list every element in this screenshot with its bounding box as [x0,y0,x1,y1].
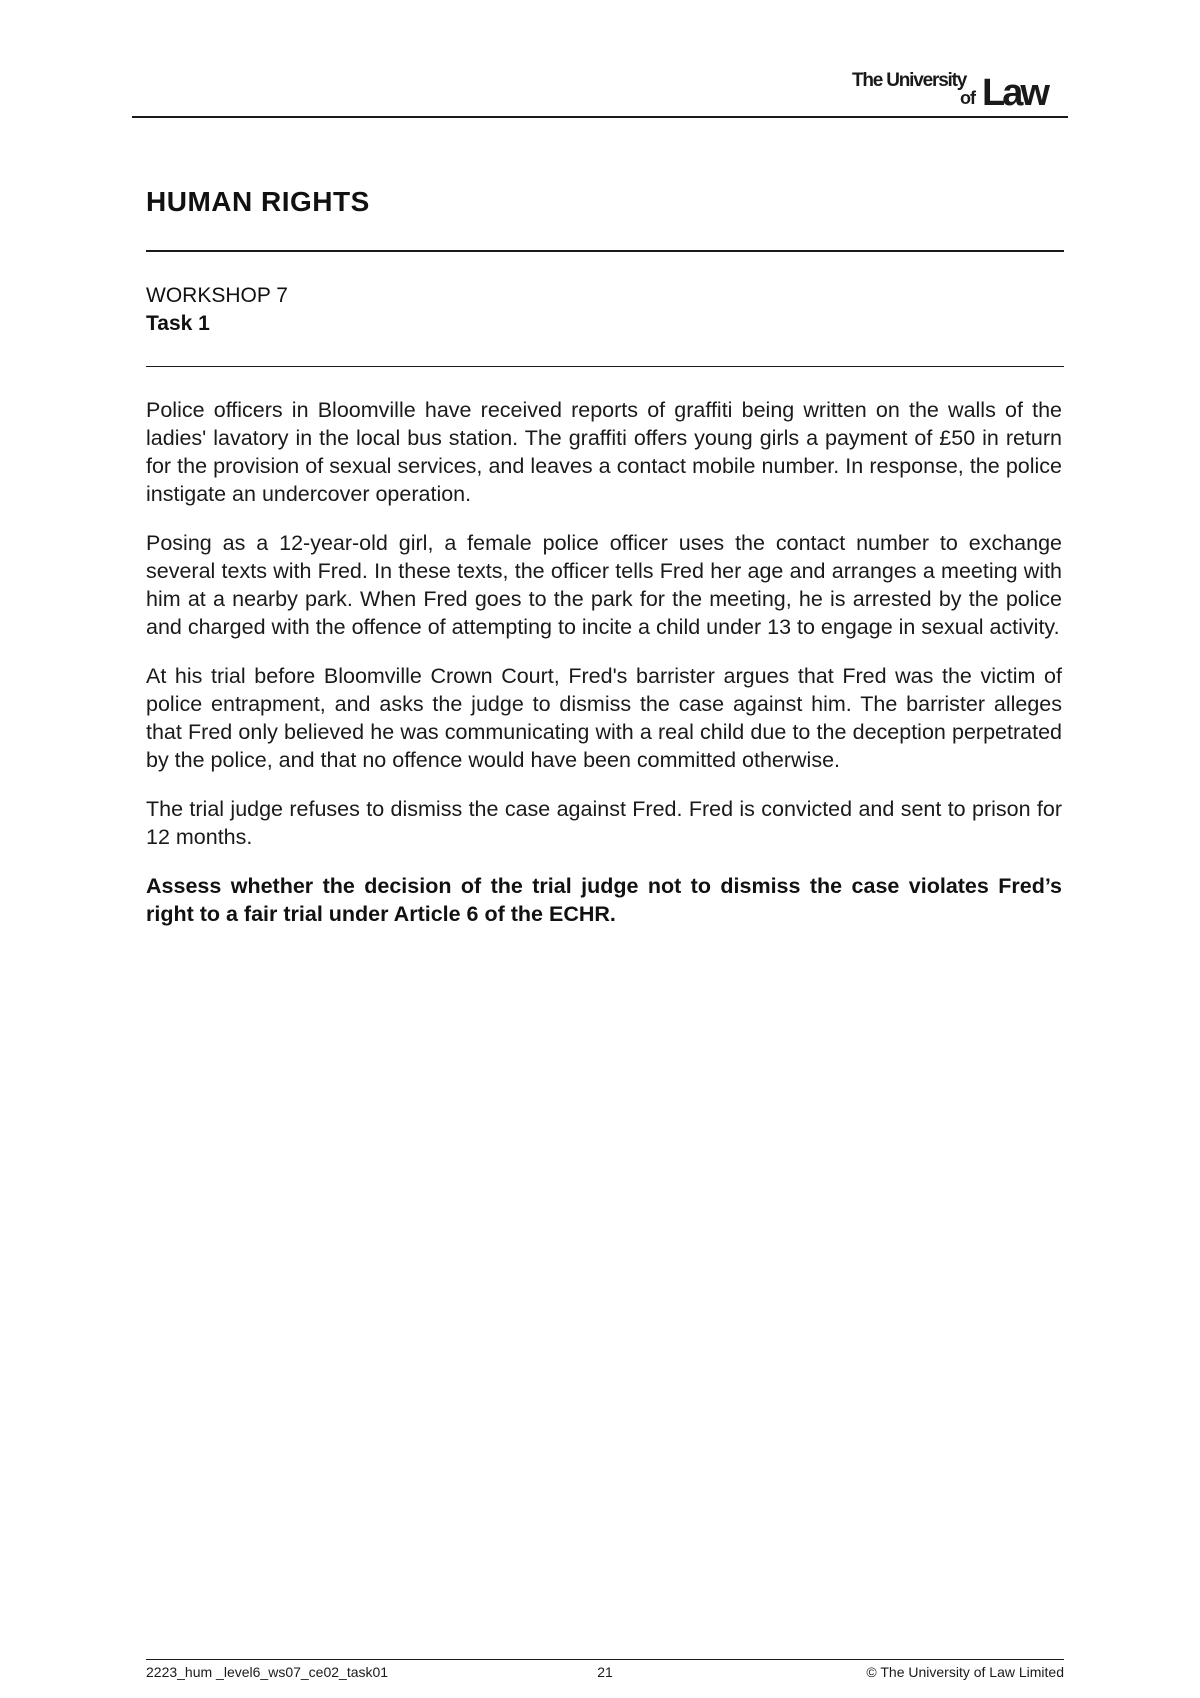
header-divider [132,116,1068,118]
document-title: HUMAN RIGHTS [146,186,370,217]
task-label: Task 1 [146,312,210,335]
paragraph-3: At his trial before Bloomville Crown Court, Fred's barrister argues that Fred was the victim of police entrapment, and asks the judge to dismiss the case against him. The barrister alleges that Fred only believed he was communicating with a real child due to the deception perpetrated by the police, and that no offence would have been committed otherwise. [146,664,1062,772]
workshop-divider [146,366,1064,367]
page-footer [146,1664,1064,1684]
paragraph-4: The trial judge refuses to dismiss the case against Fred. Fred is convicted and sent to prison for 12 months. [146,797,1062,849]
logo-text-the-university: The University [852,70,967,91]
paragraph-1: Police officers in Bloomville have received reports of graffiti being written on the walls of the ladies' lavatory in the local bus station. The graffiti offers young girls a payment of £50 in return for the provision of sexual services, and leaves a contact mobile number. In response, the police instigate an undercover operation. [146,398,1062,506]
task-question: Assess whether the decision of the trial judge not to dismiss the case violates Fred’s right to a fair trial under Article 6 of the ECHR. [146,874,1062,926]
footer-document-code: 2223_hum _level6_ws07_ce02_task01 [146,1664,389,1680]
workshop-heading [146,282,288,338]
university-logo [848,64,1064,114]
footer-divider [146,1659,1064,1660]
task-body [146,396,1062,949]
workshop-label: WORKSHOP 7 [146,284,288,307]
logo-text-law: Law [982,72,1047,114]
logo-text-of: of [960,88,975,108]
footer-page-number: 21 [597,1664,613,1680]
title-divider [146,250,1064,252]
footer-copyright: © The University of Law Limited [866,1664,1064,1680]
paragraph-2: Posing as a 12-year-old girl, a female police officer uses the contact number to exchange several texts with Fred. In these texts, the officer tells Fred her age and arranges a meeting with him at a nearby park. When Fred goes to the park for the meeting, he is arrested by the police and charged with the offence of attempting to incite a child under 13 to engage in sexual activity. [146,531,1062,639]
